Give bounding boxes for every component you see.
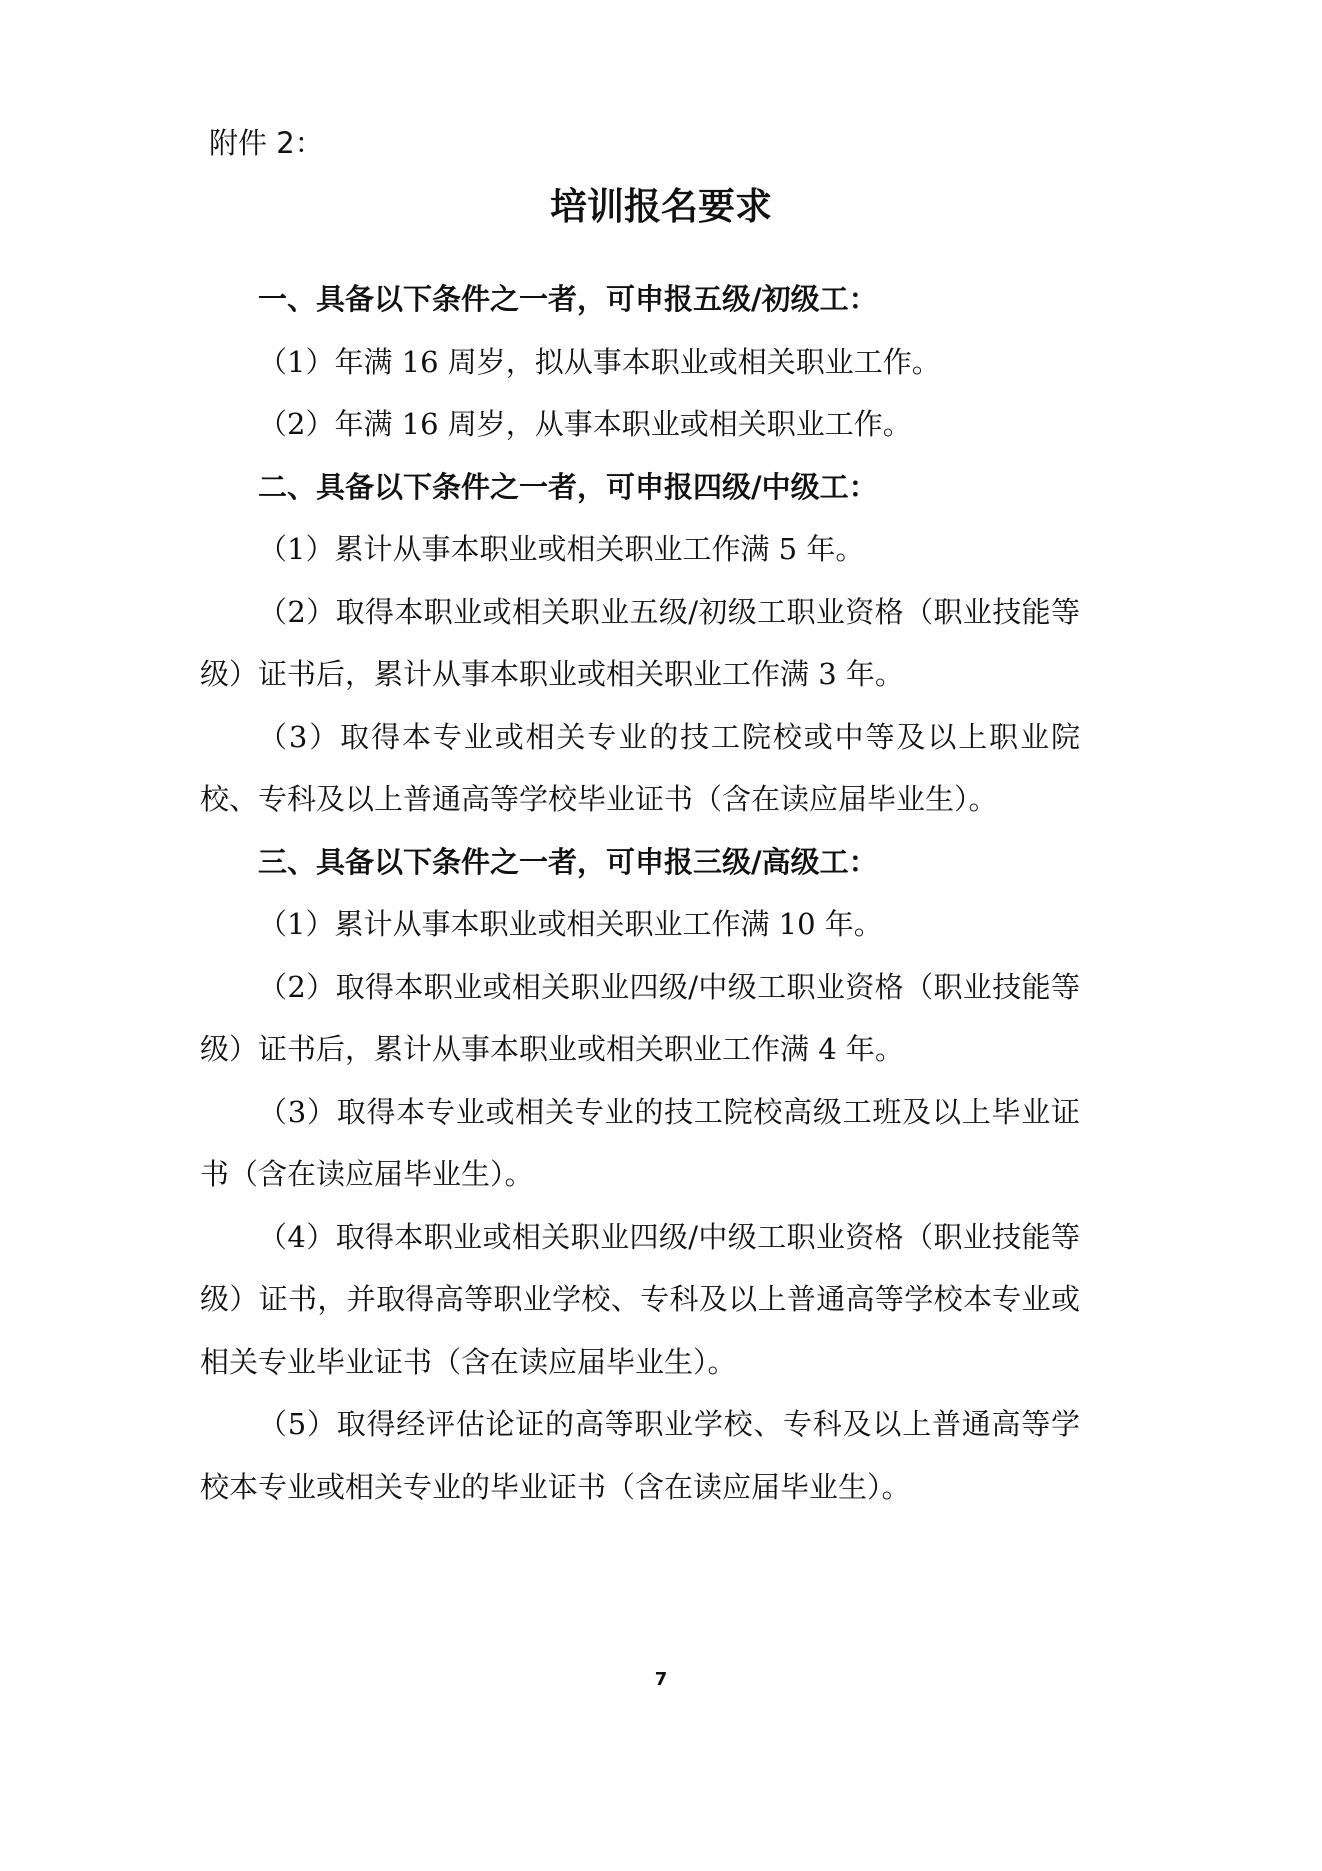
page-title: 培训报名要求 <box>550 185 772 228</box>
page-number: 7 <box>654 1669 668 1690</box>
requirement-item: （1）累计从事本职业或相关职业工作满 5 年。 <box>258 532 865 566</box>
requirement-item: （2）取得本职业或相关职业四级/中级工职业资格（职业技能等级）证书后，累计从事本职业或相关职业工作满 4 年。 <box>200 969 1080 1066</box>
section-heading-level-4: 二、具备以下条件之一者，可申报四级/中级工： <box>258 469 878 504</box>
section-heading-level-5: 一、具备以下条件之一者，可申报五级/初级工： <box>258 282 878 316</box>
requirement-item: （2）取得本职业或相关职业五级/初级工职业资格（职业技能等级）证书后，累计从事本职业或相关职业工作满 3 年。 <box>200 594 1080 691</box>
requirement-item: （3）取得本专业或相关专业的技工院校或中等及以上职业院校、专科及以上普通高等学校毕业证书（含在读应届毕业生）。 <box>200 719 1080 816</box>
requirement-item: （1）年满 16 周岁，拟从事本职业或相关职业工作。 <box>258 344 941 379</box>
requirement-item: （1）累计从事本职业或相关职业工作满 10 年。 <box>258 907 883 941</box>
requirement-item: （2）年满 16 周岁，从事本职业或相关职业工作。 <box>258 407 912 441</box>
attachment-label: 附件 2： <box>209 126 324 160</box>
section-heading-level-3: 三、具备以下条件之一者，可申报三级/高级工： <box>258 844 878 879</box>
document-body <box>200 268 1080 1518</box>
requirement-item: （4）取得本职业或相关职业四级/中级工职业资格（职业技能等级）证书，并取得高等职业学校、专科及以上普通高等学校本专业或相关专业毕业证书（含在读应届毕业生）。 <box>200 1219 1080 1379</box>
requirement-item: （3）取得本专业或相关专业的技工院校高级工班及以上毕业证书（含在读应届毕业生）。 <box>200 1094 1080 1191</box>
requirement-item: （5）取得经评估论证的高等职业学校、专科及以上普通高等学校本专业或相关专业的毕业证书（含在读应届毕业生）。 <box>200 1407 1080 1504</box>
